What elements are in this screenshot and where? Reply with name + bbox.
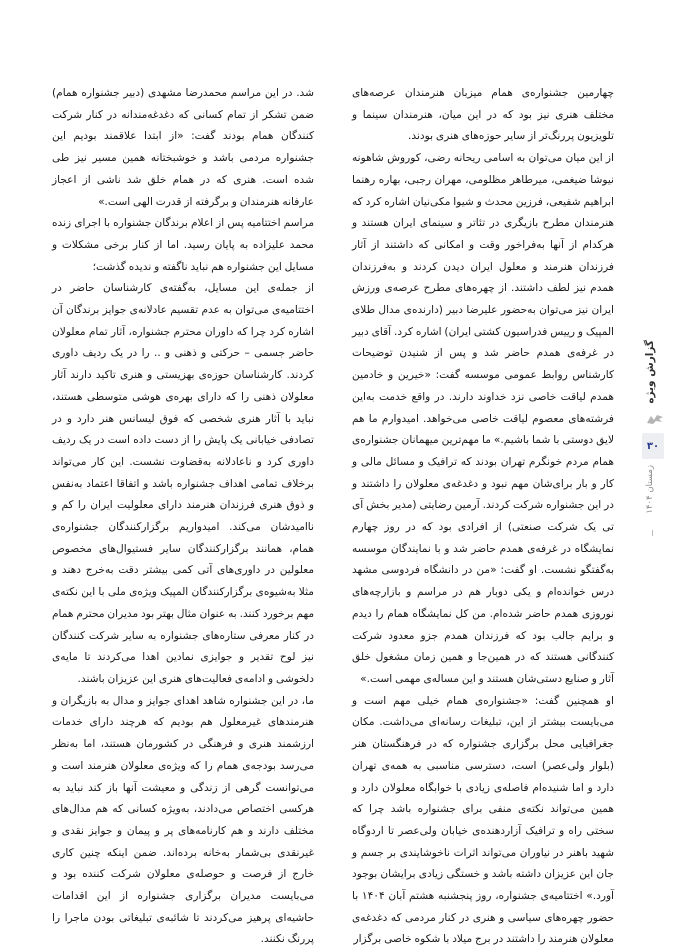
paragraph: ما، در این جشنواره شاهد اهدای جوایز و مدال به بازیگران و هنرمندهای غیرمعلول هم بودیم که هرچند دارای خدمات ارزشمند هنری و فرهنگی در کشورمان هستند، اما به‌نظر می‌رسد بودجه‌ی همام را که ویژه‌ی معلولان هنرمند است و می‌توانست گرهی از زندگی و معیشت آنها باز کند نباید به هرکسی اختصاص می‌دادند، به‌ویژه کسانی که هم مدال‌های مختلف دارند و هم کارنامه‌های پر و پیمان و جوایز نقدی و غیرنقدی بی‌شمار به‌خانه برده‌اند. ضمن اینکه چنین کاری خارج از فرصت و حوصله‌ی معلولان شرکت کننده بود و می‌بایست مدیران برگزاری جشنواره از این اقدامات حاشیه‌ای پرهیز می‌کردند تا شائبه‌ی تبلیغاتی بودن ماجرا را پررنگ نکنند. <box>52 694 314 946</box>
page-margin <box>640 320 680 540</box>
divider <box>652 530 653 536</box>
paragraph: از این میان می‌توان به اسامی ریحانه رضی، کوروش شاهونه نیوشا ضیغمی، میرطاهر مظلومی، مهران رجبی، بهاره رهنما ابراهیم شفیعی، فرزین محدث و شیوا مکی‌نیان اشاره کرد که هنرمندان مطرح بازیگری در تئاتر و سینمای ایران هستند و هرکدام از آنها به‌فراخور وقت و امکانی که داشتند از آثار فرزندان هنرمند و معلول ایران دیدن کردند و به‌فرزندان همدم نیز لطف داشتند. از چهره‌های مطرح عرصه‌ی ورزش ایران نیز می‌توان به‌حضور علیرضا دبیر (دارنده‌ی مدال طلای المپیک و رییس فدراسیون کشتی ایران) اشاره کرد. آقای دبیر در غرفه‌ی همدم حاضر شد و پس از شنیدن توضیحات کارشناس روابط عمومی موسسه گفت: «خیرین و خادمین همدم لیاقت خاصی نزد خداوند دارند. در واقع خدمت به‌این فرشته‌های معصوم لیاقت خاصی می‌خواهد. امیدوارم ما هم لایق دوستی با شما باشیم.» ما مهم‌ترین میهمانان جشنواره‌ی همام مردم خونگرم تهران بودند که ترافیک و مسائل مالی و کار و بار برای‌شان مهم نبود و دغدغه‌ی معلولان را داشتند و در این جشنواره شرکت کردند. آرمین رضایتی (مدیر بخش آی تی یک شرکت صنعتی) از افرادی بود که در روز چهارم نمایشگاه در غرفه‌ی همدم حاضر شد و با نمایندگان موسسه به‌گفتگو نشست. او گفت: «من در دانشگاه فردوسی مشهد درس خوانده‌ام و یکی دوبار هم در مراسم و بازارچه‌های نوروزی همدم حاضر شده‌ام. من کل نمایشگاه همام را دیدم و برایم جالب بود که فرزندان همدم جزو معدود شرکت کنندگانی هستند که در همین‌جا و همین زمان مشغول خلق آثار و صنایع دستی‌شان هستند و این مساله‌ی مهمی است.» <box>352 152 614 685</box>
paragraph: او همچنین گفت: «جشنواره‌ی همام خیلی مهم است و می‌بایست بیشتر از این، تبلیغات رسانه‌ای می‌داشت. مکان جغرافیایی محل برگزاری جشنواره که در فرهنگستان هنر (بلوار ولی‌عصر) است، دسترسی مناسبی به همه‌ی تهران دارد و اما شنیده‌ام فاصله‌ی زیادی با خوابگاه معلولان دارد و همین می‌تواند نکته‌ی منفی برای جشنواره باشد چرا که سختی راه و ترافیک آزاردهنده‌ی خیابان ولی‌عصر تا اردوگاه شهید باهنر در نیاوران می‌تواند اثرات ناخوشایندی بر جسم و جان این عزیزان داشته باشد و خستگی زیادی برایشان بوجود آورد.» اختتامیه‌ی جشنواره، روز پنجشنبه هشتم آبان ۱۴۰۴ با حضور چهره‌های سیاسی و هنری در کنار مردمی که دغدغه‌ی معلولان هنرمند را داشتند در برج میلاد با شکوه خاصی برگزار <box>352 694 614 946</box>
magazine-logo-icon <box>646 410 664 422</box>
issue-date: زمستان ۱۴۰۴ <box>645 465 655 514</box>
article-column-right <box>352 83 614 951</box>
page-number: ۳۰ <box>642 433 664 459</box>
article-column-left <box>52 83 314 951</box>
paragraph: از جمله‌ی این مسایل، به‌گفته‌ی کارشناسان حاضر در اختتامیه‌ی می‌توان به عدم تقسیم عادلانه‌ی جوایز برندگان آن اشاره کرد چرا که داوران محترم جشنواره، آثار تمام معلولان حاضر جسمی – حرکتی و ذهنی و .. را در یک ردیف داوری کردند. کارشناسان حوزه‌ی بهزیستی و هنری تاکید دارند آثار معلولان ذهنی را که دارای بهره‌ی هوشی متوسطی هستند، نباید با آثار هنری شخصی که فوق لیسانس هنر دارد و در تصادفی خیابانی یک پایش را از دست داده است در یک ردیف داوری کرد و ناعادلانه به‌قضاوت نشست. این کار می‌تواند برخلاف تمامی اهداف جشنواره باشد و اتفاقا اعتماد به‌نفس و ذوق هنری فرزندان هنرمند دارای معلولیت ایران را کم و ناامیدشان می‌کند. امیدواریم برگزارکنندگان جشنواره‌ی همام، همانند برگزارکنندگان سایر فستیوال‌های مخصوص معلولین در داوری‌های آتی کمی بیشتر دقت به‌خرج دهند و مثلا به‌شیوه‌ی برگزارکنندگان المپیک ویژه‌ی ملی با این نکته‌ی مهم برخورد کنند. به عنوان مثال بهتر بود مدیران محترم همام در کنار معرفی ستاره‌های جشنواره به سایر شرکت کنندگان نیز لوح تقدیر و جوایزی نمادین اهدا می‌کردند تا مایه‌ی دلخوشی و ادامه‌ی فعالیت‌های هنری این عزیزان باشند. <box>52 282 314 685</box>
paragraph: مراسم اختتامیه پس از اعلام برندگان جشنواره با اجرای زنده محمد علیزاده به پایان رسید. اما از کنار برخی مشکلات و مسایل این جشنواره هم نباید ناگفته و ندیده گذشت؛ <box>52 217 314 273</box>
paragraph: شد. در این مراسم محمدرضا مشهدی (دبیر جشنواره همام) ضمن تشکر از تمام کسانی که دغدغه‌مندانه در کنار شرکت کنندگان همام بودند گفت: «از ابتدا علاقمند بودیم این جشنواره مردمی باشد و خوشبختانه همین مسیر نیز طی شده است. هنری که در همام خلق شد ناشی از اعجاز عارفانه هنرمندان و برگرفته از قدرت الهی است.» <box>52 87 314 208</box>
paragraph: چهارمین جشنواره‌ی همام میزبان هنرمندان عرصه‌های مختلف هنری نیز بود که در این میان، هنرمندان سینما و تلویزیون پررنگ‌تر از سایر حوزه‌های هنری بودند. <box>352 87 614 143</box>
section-label: گزارش ویژه <box>644 340 656 404</box>
